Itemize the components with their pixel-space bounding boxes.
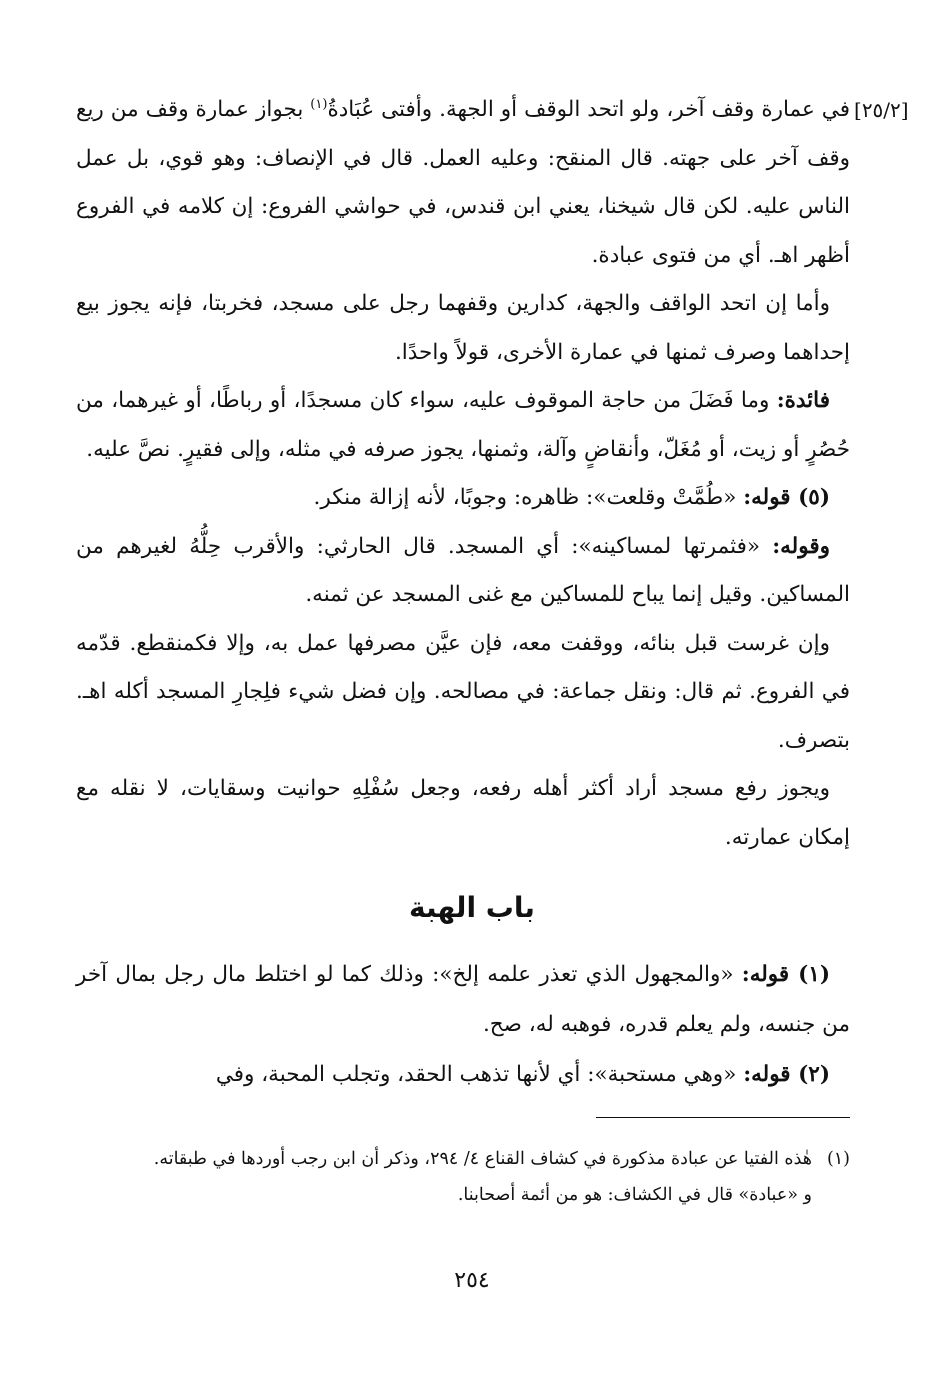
paragraph-4-lead: (٥) قوله: — [743, 485, 830, 510]
paragraph-4-text: «طُمَّتْ وقلعت»: ظاهره: وجوبًا، لأنه إزالة منكر. — [313, 485, 744, 510]
paragraph-5-lead: وقوله: — [772, 533, 830, 559]
main-text-block — [76, 86, 850, 862]
paragraph-1-text-cont: بجواز عمارة وقف من ريع وقف آخر على جهته. قال المنقح: وعليه العمل. قال في الإنصاف: وهو قوي، بل عمل الناس عليه. لكن قال شيخنا، يعني ابن قندس، في حواشي الفروع: إن كلامه في الفروع أظهر اهـ. أي من فتوى عبادة. — [76, 97, 850, 268]
paragraph-5 — [76, 523, 850, 620]
section-paragraph-2-lead: (٢) قوله: — [743, 1062, 830, 1087]
paragraph-2-text: وأما إن اتحد الواقف والجهة، كدارين وقفهما رجل على مسجد، فخربتا، فإنه يجوز بيع إحداهما وصرف ثمنها في عمارة الأخرى، قولاً واحدًا. — [76, 291, 850, 365]
section-text-block — [76, 950, 850, 1100]
footnotes-block — [76, 1141, 850, 1213]
section-title: باب الهبة — [409, 891, 535, 924]
paragraph-4 — [76, 474, 850, 523]
paragraph-7-text: ويجوز رفع مسجد أراد أكثر أهله رفعه، وجعل سُفْلِهِ حوانيت وسقايات، لا نقله مع إمكان عمارته. — [76, 776, 850, 850]
paragraph-6-text: وإن غرست قبل بنائه، ووقفت معه، فإن عيَّن مصرفها عمل به، وإلا فكمنقطع. قدّمه في الفروع. ثم قال: ونقل جماعة: في مصالحه. وإن فضل شيء فلِجارِ المسجد أكله اهـ. بتصرف. — [76, 630, 850, 753]
paragraph-7 — [76, 765, 850, 862]
paragraph-3-text: وما فَضَلَ من حاجة الموقوف عليه، سواء كان مسجدًا، أو رباطًا، أو غيرهما، من حُصُرٍ أو زيت، أو مُغَلّ، وأنقاضٍ وآلة، وثمنها، يجوز صرفه في مثله، وإلى فقيرٍ. نصَّ عليه. — [76, 388, 850, 462]
paragraph-5-text: «فثمرتها لمساكينه»: أي المسجد. قال الحارثي: والأقرب حِلُّهُ لغيرهم من المساكين. وقيل إنما يباح للمساكين مع غنى المسجد عن ثمنه. — [76, 533, 850, 607]
paragraph-6 — [76, 620, 850, 766]
footnote-marker[interactable]: (١) — [310, 96, 328, 112]
page-number: ٢٥٤ — [454, 1268, 490, 1293]
section-paragraph-1 — [76, 950, 850, 1050]
paragraph-2 — [76, 280, 850, 377]
footnote-divider — [596, 1117, 850, 1118]
section-paragraph-2-text: «وهي مستحبة»: أي لأنها تذهب الحقد، وتجلب المحبة، وفي — [215, 1062, 744, 1087]
footnote-1-text: هٰذه الفتيا عن عبادة مذكورة في كشاف القناع ٤/ ٢٩٤، وذكر أن ابن رجب أوردها في طبقاته. — [153, 1149, 812, 1169]
footnote-1-number: (١) — [826, 1149, 850, 1169]
section-paragraph-1-text: «والمجهول الذي تعذر علمه إلخ»: وذلك كما لو اختلط مال رجل بمال آخر من جنسه، ولم يعلم قدره، فوهبه له، صح. — [76, 962, 850, 1037]
footnote-1 — [76, 1141, 850, 1177]
paragraph-3 — [76, 377, 850, 474]
footnote-1-continuation: و «عبادة» قال في الكشاف: هو من أئمة أصحابنا. — [457, 1185, 812, 1205]
section-paragraph-2 — [76, 1050, 850, 1100]
paragraph-1 — [76, 86, 850, 280]
paragraph-1-text: في عمارة وقف آخر، ولو اتحد الوقف أو الجهة. وأفتى عُبَادةُ — [327, 97, 850, 122]
margin-reference: [٢٥/٢] — [854, 98, 909, 122]
paragraph-3-lead: فائدة: — [776, 388, 830, 413]
section-paragraph-1-lead: (١) قوله: — [741, 962, 830, 987]
